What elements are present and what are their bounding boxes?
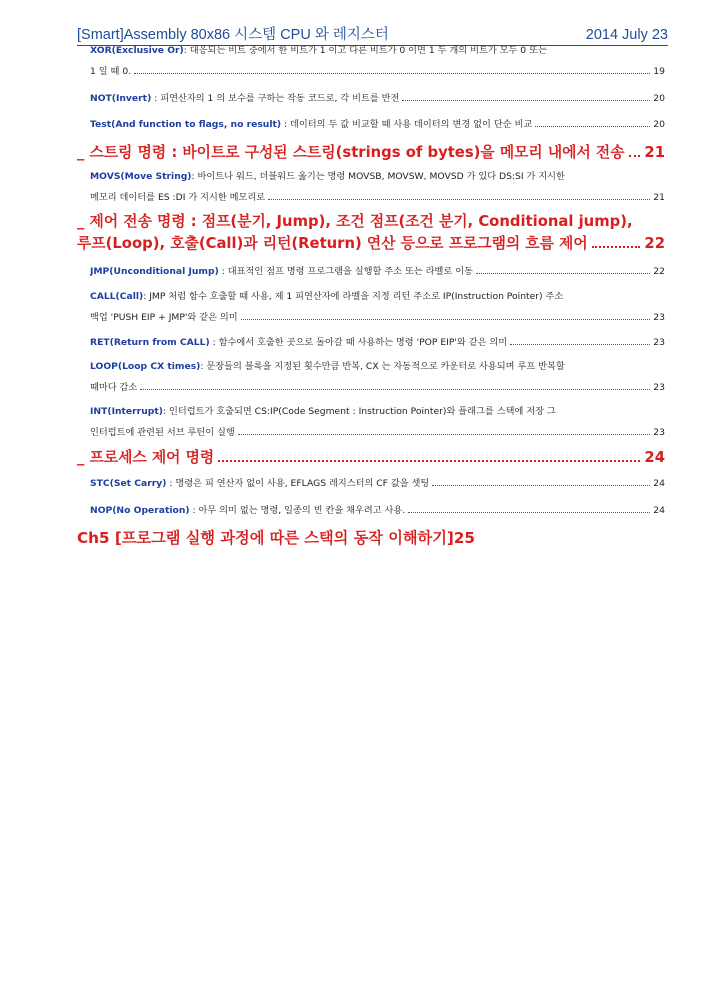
toc-desc-cont: 백업 'PUSH EIP + JMP'와 같은 의미 <box>90 312 238 323</box>
toc-section-title-cont: 루프(Loop), 호출(Call)과 리턴(Return) 연산 등으로 프로그램의 흐름 제어 <box>77 235 588 252</box>
toc-section-process-control[interactable] <box>77 447 665 469</box>
toc-section-control-transfer[interactable] <box>77 211 665 255</box>
toc-term: INT(Interrupt) <box>90 406 163 417</box>
toc-desc: : 문장들의 블록을 지정된 횟수만큼 반복, CX 는 자동적으로 카운터로 사용되며 루프 반복할 <box>200 361 565 372</box>
toc-term: JMP(Unconditional Jump) <box>90 266 219 277</box>
dot-leader <box>476 273 650 274</box>
toc-entry-int[interactable] <box>77 401 665 443</box>
toc-desc: : 데이터의 두 값 비교할 때 사용 데이터의 변경 없이 단순 비교 <box>281 119 533 130</box>
toc-term: LOOP(Loop CX times) <box>90 361 201 372</box>
toc-page-number: 20 <box>653 93 665 104</box>
toc-page-number: 20 <box>653 119 665 130</box>
toc-desc: : 명령은 피 연산자 없이 사용, EFLAGS 레지스터의 CF 값을 셋팅 <box>166 478 430 489</box>
toc-desc: : 아무 의미 없는 명령, 일종의 빈 칸을 채우려고 사용. <box>189 505 406 516</box>
toc-chapter-title: Ch5 [프로그램 실행 과정에 따른 스택의 동작 이해하기] <box>77 529 454 547</box>
toc-entry-not[interactable] <box>77 88 665 109</box>
toc-desc-cont: 때마다 감소 <box>90 382 138 393</box>
toc-term: NOP(No Operation) <box>90 505 190 516</box>
toc-page-number: 24 <box>653 505 665 516</box>
toc-section-title: _ 스트링 명령 : 바이트로 구성된 스트링(strings of bytes)을 메모리 내에서 전송 <box>77 144 625 161</box>
toc-desc: : 대표적인 점프 명령 프로그램을 실행할 주소 또는 라벨로 이동 <box>218 266 473 277</box>
toc-section-string[interactable] <box>77 142 665 164</box>
toc-section-title: _ 프로세스 제어 명령 <box>77 449 215 466</box>
toc-desc-cont: 1 일 때 0. <box>90 66 132 77</box>
toc-term: XOR(Exclusive Or) <box>90 45 184 56</box>
dot-leader <box>629 155 641 157</box>
dot-leader <box>408 512 650 513</box>
toc-page-number: 24 <box>653 478 665 489</box>
toc-page-number: 22 <box>644 235 665 252</box>
toc-desc: : 바이트나 워드, 더블워드 옮기는 명령 MOVSB, MOVSW, MOVSD 가 있다 DS:SI 가 지시한 <box>191 171 565 182</box>
dot-leader <box>402 100 650 101</box>
toc-entry-nop[interactable] <box>77 500 665 521</box>
header-date: 2014 July 23 <box>585 27 668 43</box>
dot-leader <box>238 434 650 435</box>
toc-desc: : 함수에서 호출한 곳으로 돌아갈 때 사용하는 명령 'POP EIP'와 같은 의미 <box>209 337 508 348</box>
toc-entry-stc[interactable] <box>77 473 665 494</box>
toc-desc: : 피연산자의 1 의 보수를 구하는 작동 코드로, 각 비트를 반전 <box>151 93 400 104</box>
dot-leader <box>592 246 641 248</box>
toc-term: NOT(Invert) <box>90 93 152 104</box>
dot-leader <box>510 344 650 345</box>
toc-page-number: 23 <box>653 312 665 323</box>
dot-leader <box>535 126 650 127</box>
toc-page-number: 19 <box>653 66 665 77</box>
toc-desc-cont: 인터럽트에 관련된 서브 루틴이 실행 <box>90 427 235 438</box>
toc-page-number: 21 <box>653 192 665 203</box>
header-title: [Smart]Assembly 80x86 시스템 CPU 와 레지스터 <box>77 27 389 43</box>
dot-leader <box>241 319 651 320</box>
dot-leader <box>140 389 650 390</box>
toc-page-number: 23 <box>653 382 665 393</box>
toc-entry-loop[interactable] <box>77 356 665 398</box>
toc-entry-test[interactable] <box>77 114 665 135</box>
toc-page-number: 21 <box>644 144 665 161</box>
toc-chapter-5[interactable] <box>77 527 665 549</box>
toc-term: STC(Set Carry) <box>90 478 167 489</box>
dot-leader <box>268 199 650 200</box>
toc-entry-movs[interactable] <box>77 166 665 208</box>
toc-term: Test(And function to flags, no result) <box>90 119 282 130</box>
toc-term: CALL(Call) <box>90 291 144 302</box>
dot-leader <box>432 485 650 486</box>
toc-entry-ret[interactable] <box>77 332 665 353</box>
toc-desc: : JMP 처럼 함수 호출할 때 사용, 제 1 피연산자에 라벨을 지정 리턴 주소로 IP(Instruction Pointer) 주소 <box>143 291 564 302</box>
toc-page-number: 22 <box>653 266 665 277</box>
toc-page-number: 23 <box>653 427 665 438</box>
toc-page-number: 24 <box>644 449 665 466</box>
toc-term: RET(Return from CALL) <box>90 337 210 348</box>
toc-entry-jmp[interactable] <box>77 261 665 282</box>
toc-page-number: 23 <box>653 337 665 348</box>
toc-term: MOVS(Move String) <box>90 171 192 182</box>
toc-section-title: _ 제어 전송 명령 : 점프(분기, Jump), 조건 점프(조건 분기, Conditional jump), <box>77 213 633 230</box>
toc-entry-call[interactable] <box>77 286 665 328</box>
toc-entry-xor[interactable] <box>77 40 665 82</box>
toc-desc: : 인터럽트가 호출되면 CS:IP(Code Segment : Instruction Pointer)와 플래그를 스택에 저장 그 <box>162 406 556 417</box>
toc-desc-cont: 메모리 데이터를 ES :DI 가 지시한 메모리로 <box>90 192 266 203</box>
toc-page-number: 25 <box>453 529 475 547</box>
dot-leader <box>134 73 650 74</box>
dot-leader <box>218 460 640 462</box>
toc-desc: : 대응되는 비트 중에서 한 비트가 1 이고 다른 비트가 0 이면 1 두 개의 비트가 모두 0 또는 <box>183 45 547 56</box>
